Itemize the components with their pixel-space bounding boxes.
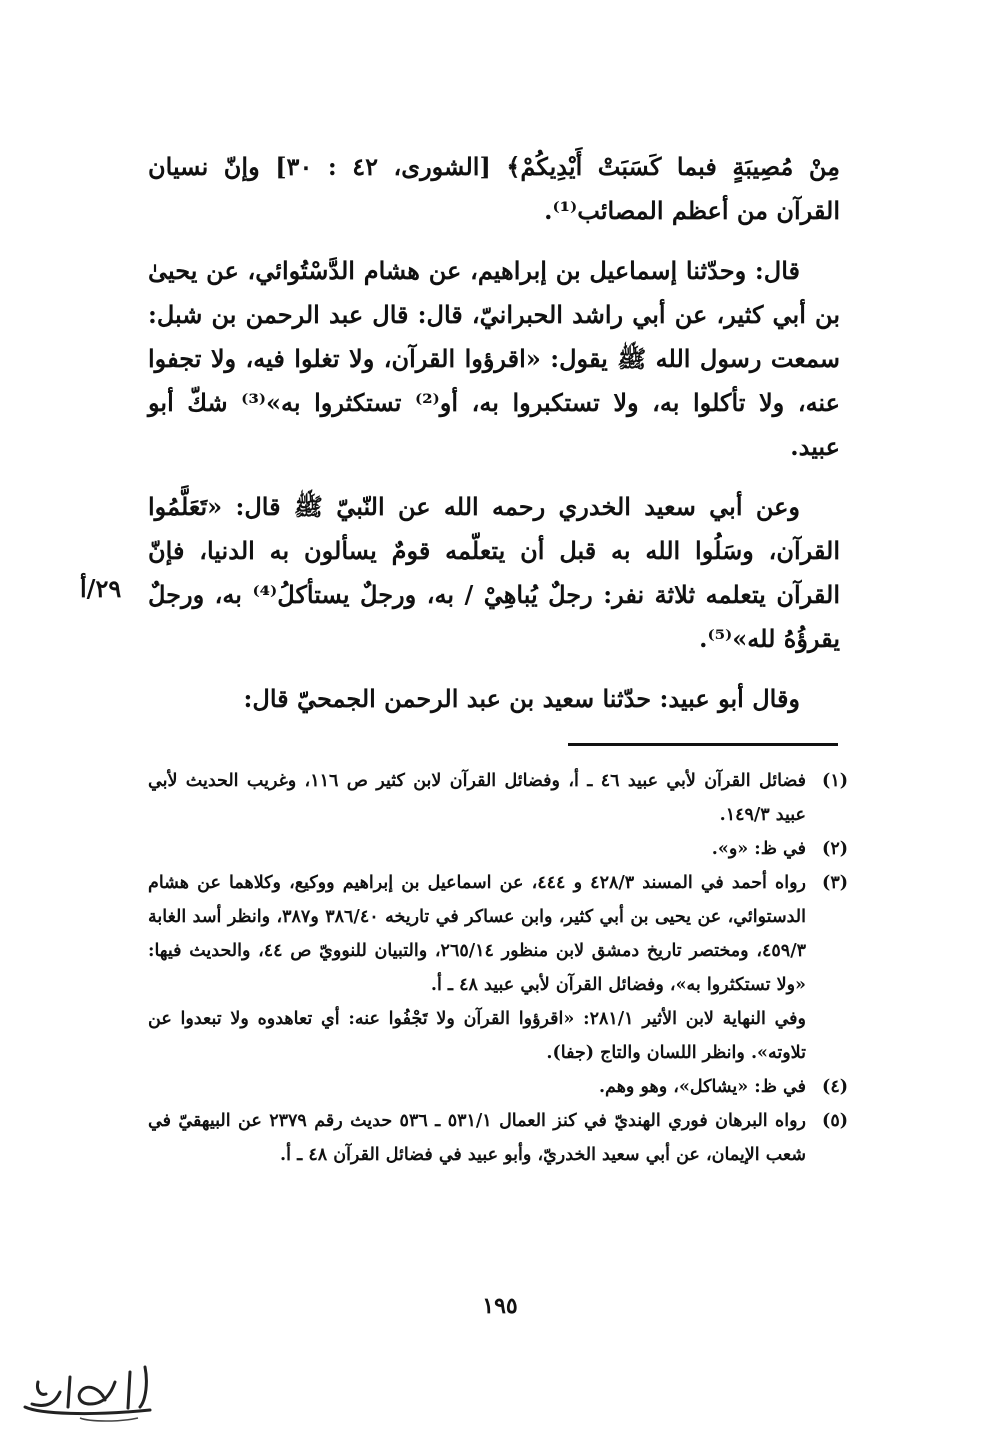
paragraph-2: قال: وحدّثنا إسماعيل بن إبراهيم، عن هشام الدَّسْتُوائي، عن يحيىٰ بن أبي كثير، عن أبي راشد الحبرانيّ، قال: قال عبد الرحمن بن شبل: سمعت رسول الله ﷺ يقول: «اقرؤوا القرآن، ولا تغلوا فيه، ولا تجفوا عنه، ولا تأكلوا به، ولا تستكبروا به، أو⁽²⁾ تستكثروا به»⁽³⁾ شكّ أبو عبيد. [148,256,840,461]
paragraph-1: مِنْ مُصِيبَةٍ فبما كَسَبَتْ أَيْدِيكُمْ﴾ [الشورى، ٤٢ : ٣٠] وإنّ نسيان القرآن من أعظم المصائب⁽¹⁾. [148,152,840,225]
footnote-number: (٤) [822,1077,848,1097]
footnote-3 [148,866,848,1002]
footnote-text: في ظ: «و». [711,839,806,859]
footnote-text: فضائل القرآن لأبي عبيد ٤٦ ـ أ، وفضائل القرآن لابن كثير ص ١١٦، وغريب الحديث لأبي عبيد ١٤٩/٣. [148,771,806,825]
publisher-logo [10,1352,160,1432]
main-text [148,145,840,737]
footnote-text: رواه أحمد في المسند ٤٢٨/٣ و ٤٤٤، عن اسماعيل بن إبراهيم ووكيع، وكلاهما عن هشام الدستوائي، عن يحيى بن أبي كثير، وابن عساكر في تاريخه ٣٨٦/٤٠ و٣٨٧، وانظر أسد الغابة ٤٥٩/٣، ومختصر تاريخ دمشق لابن منظور ٢٦٥/١٤، والتبيان للنوويّ ص ٤٤، والحديث فيها: «ولا تستكثروا به»، وفضائل القرآن لأبي عبيد ٤٨ ـ أ. [148,873,806,995]
paragraph-4: وقال أبو عبيد: حدّثنا سعيد بن عبد الرحمن الجمحيّ قال: [243,684,800,713]
footnote-text: في ظ: «يشاكل»، وهو وهم. [598,1077,806,1097]
footnote-4 [148,1070,848,1104]
footnote-number: (٢) [822,839,848,859]
footnote-text: رواه البرهان فوري الهنديّ في كنز العمال ٥٣١/١ ـ ٥٣٦ حديث رقم ٢٣٧٩ عن البيهقيّ في شعب الإيمان، عن أبي سعيد الخدريّ، وأبو عبيد في فضائل القرآن ٤٨ ـ أ. [148,1111,806,1165]
footnote-2 [148,832,848,866]
footnote-text: وفي النهاية لابن الأثير ٢٨١/١: «اقرؤوا القرآن ولا تَجْفُوا عنه: أي تعاهدوه ولا تبعدوا عن تلاوته». وانظر اللسان والتاج (جفا). [148,1009,806,1063]
footnotes [148,764,848,1172]
footnote-number: (٣) [822,873,848,893]
page-number: ١٩٥ [482,1293,518,1319]
paragraph-3: وعن أبي سعيد الخدري رحمه الله عن النّبيّ ﷺ قال: «تَعَلَّمُوا القرآن، وسَلُوا الله به قبل أن يتعلّمه قومٌ يسألون به الدنيا، فإنّ القرآن يتعلمه ثلاثة نفر: رجلٌ يُباهِيْ / به، ورجلٌ يستأكلُ⁽⁴⁾ به، ورجلٌ يقرؤُهُ لله»⁽⁵⁾. [148,492,841,653]
footnote-5 [148,1104,848,1172]
footnote-number: (١) [822,771,848,791]
manuscript-folio-marker: ٢٩/أ [80,574,122,603]
footnote-3-continuation [148,1002,848,1070]
footnote-1 [148,764,848,832]
footnote-separator [568,743,838,746]
footnote-number: (٥) [822,1111,848,1131]
